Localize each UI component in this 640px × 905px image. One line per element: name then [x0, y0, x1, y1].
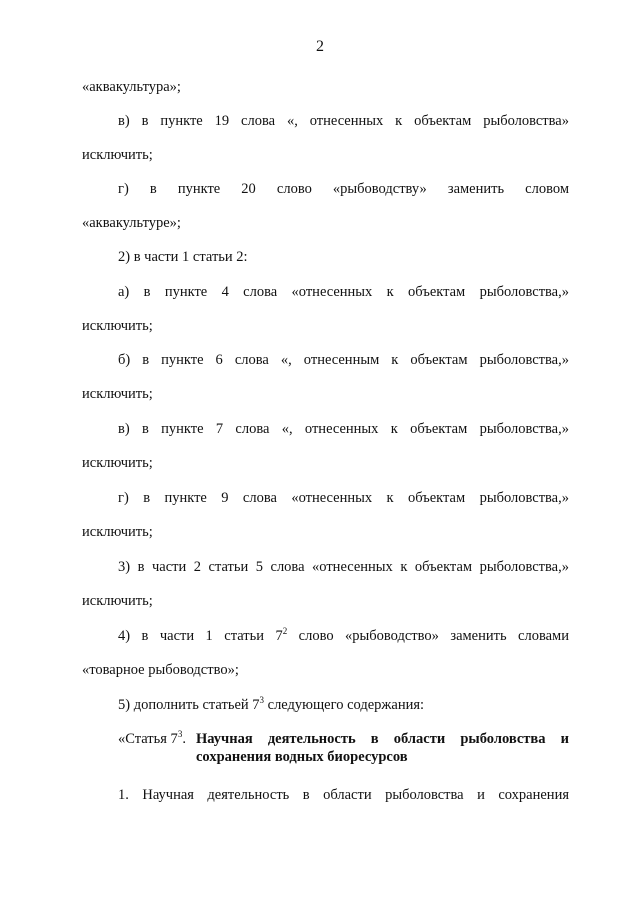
superscript: 3: [177, 729, 183, 739]
text-line: г) в пункте 9 слова «отнесенных к объектам рыболовства,»: [118, 490, 569, 506]
text-line: исключить;: [82, 455, 153, 471]
text-line: исключить;: [82, 386, 153, 402]
text-line: «аквакультуре»;: [82, 215, 181, 231]
text-line: б) в пункте 6 слова «, отнесенным к объектам рыболовства,»: [118, 352, 569, 368]
text-line: [118, 627, 569, 645]
text-segment: .: [182, 731, 186, 747]
text-line: «товарное рыбоводство»;: [82, 662, 239, 678]
superscript: 2: [282, 626, 288, 636]
text-line: а) в пункте 4 слова «отнесенных к объектам рыболовства,»: [118, 284, 569, 300]
text-line: исключить;: [82, 593, 153, 609]
text-segment: «Статья 7: [118, 731, 178, 747]
article-title-line: Научная деятельность в области рыболовства и: [196, 731, 569, 747]
text-line: 2) в части 1 статьи 2:: [118, 249, 248, 265]
text-line: 1. Научная деятельность в области рыболовства и сохранения: [118, 787, 569, 803]
text-segment: слово «рыбоводство» заменить словами: [287, 628, 569, 644]
page-number: 2: [316, 38, 324, 55]
text-line: в) в пункте 7 слова «, отнесенных к объектам рыболовства,»: [118, 421, 569, 437]
text-line: исключить;: [82, 147, 153, 163]
text-line: 3) в части 2 статьи 5 слова «отнесенных к объектам рыболовства,»: [118, 559, 569, 575]
article-title: [196, 730, 569, 766]
text-line: [118, 696, 569, 714]
text-line: в) в пункте 19 слова «, отнесенных к объектам рыболовства»: [118, 113, 569, 129]
text-line: «аквакультура»;: [82, 79, 181, 95]
text-line: исключить;: [82, 524, 153, 540]
text-line: исключить;: [82, 318, 153, 334]
text-line: г) в пункте 20 слово «рыбоводству» заменить словом: [118, 181, 569, 197]
article-title-line: сохранения водных биоресурсов: [196, 749, 408, 765]
text-segment: 5) дополнить статьей 7: [118, 697, 260, 713]
text-segment: 4) в части 1 статьи 7: [118, 628, 283, 644]
article-label: [118, 730, 186, 748]
text-segment: следующего содержания:: [264, 697, 425, 713]
superscript: 3: [259, 695, 265, 705]
